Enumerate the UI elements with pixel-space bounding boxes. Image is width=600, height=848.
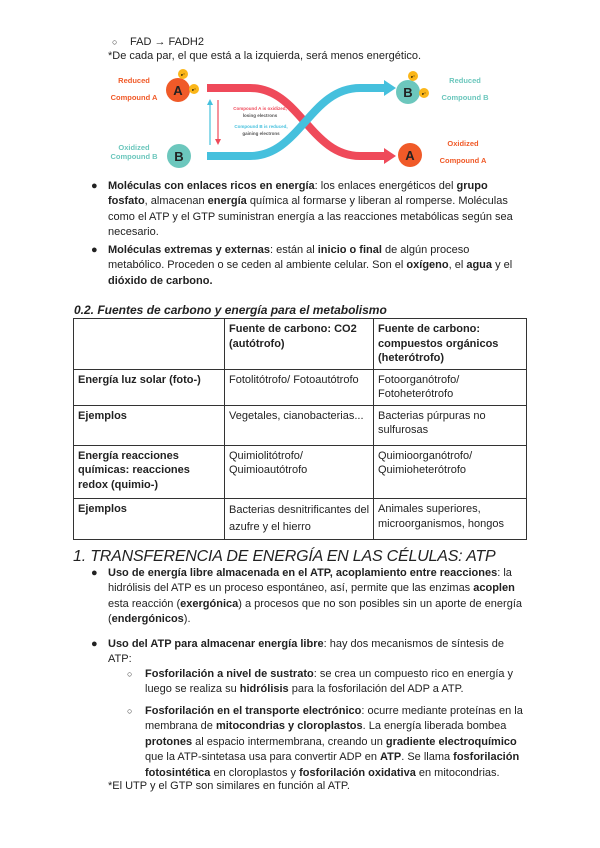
bold-text: exergónica	[180, 597, 239, 610]
table-row: Energía luz solar (foto-) Fotolitótrofo/ Fotoautótrofo Fotoorganótrofo/ Fotoheterótrofo	[74, 369, 527, 405]
bold-text: inicio o final	[317, 244, 382, 256]
text: esta reacción (	[108, 597, 181, 610]
bold-text: gradiente electroquímico	[385, 735, 517, 748]
blue-band	[207, 88, 386, 156]
text: de algún proceso metabólico. Proceden o se ceden al ambiente celular. Son el	[108, 244, 470, 272]
svg-text:A: A	[173, 83, 183, 98]
red-arrowhead	[384, 148, 396, 164]
text: : la hidrólisis del ATP es un proceso espontáneo, así, permite que las enzimas	[108, 567, 512, 595]
svg-text:B: B	[403, 85, 413, 100]
bold-text: Moléculas con enlaces ricos en energía	[108, 180, 315, 192]
text: química al formarse y liberan al romperse. Moléculas como el ATP y el GTP suministran energía a las reacciones metabólicas según sea necesario.	[108, 195, 513, 239]
bold-text: dióxido de carbono.	[108, 274, 213, 287]
sub-bullet-sustrato: ○ Fosforilación a nivel de sustrato: se crea un compuesto rico en energía y luego se realiza su hidrólisis para la fosforilación del ADP a ATP.	[127, 668, 514, 696]
svg-text:Compound A is oxidized,: Compound A is oxidized,	[233, 106, 287, 111]
table-header-row: Fuente de carbono: CO2 (autótrofo) Fuente de carbono: compuestos orgánicos (heterótrofo)	[74, 319, 527, 370]
bold-text: agua	[466, 259, 493, 272]
text: y el	[492, 259, 513, 272]
svg-text:Compound B is reduced,: Compound B is reduced,	[234, 124, 288, 129]
table-row: Ejemplos Bacterias desnitrificantes del azufre y el hierro Animales superiores, microorganismos, hongos	[74, 498, 527, 539]
bold-text: energía	[207, 195, 247, 208]
svg-text:e⁻: e⁻	[410, 74, 416, 79]
bullet-uso-atp: ● Uso del ATP para almacenar energía libre: hay dos mecanismos de síntesis de ATP:	[91, 638, 504, 666]
bold-text: protones	[145, 735, 193, 748]
note-energy: *De cada par, el que está a la izquierda, será menos energético.	[108, 50, 422, 62]
bold-text: hidrólisis	[239, 683, 289, 696]
svg-text:losing electrons: losing electrons	[242, 113, 278, 118]
svg-text:e⁻: e⁻	[180, 72, 186, 77]
bullet-enlaces-ricos: ● Moléculas con enlaces ricos en energía: los enlaces energéticos del grupo fosfato, almacenan energía química al formarse y liberan al romperse. Moléculas como el ATP y el GTP suministran energía a las reacciones metabólicas según sea necesario.	[91, 180, 513, 239]
bold-text: Fosforilación en el transporte electrónico	[145, 705, 362, 717]
table-row: Ejemplos Vegetales, cianobacterias... Bacterias púrpuras no sulfurosas	[74, 405, 527, 445]
note-utp-gtp: *El UTP y el GTP son similares en función al ATP.	[108, 780, 350, 792]
text: , almacenan	[144, 195, 208, 208]
svg-text:Oxidized: Oxidized	[447, 139, 479, 148]
bold-text: Uso del ATP para almacenar energía libre	[108, 638, 324, 650]
red-band	[207, 88, 386, 156]
bold-text: grupo fosfato	[108, 180, 488, 208]
bold-text: Fosforilación a nivel de sustrato	[145, 668, 314, 680]
svg-text:Compound A: Compound A	[439, 156, 487, 165]
svg-text:Compound B: Compound B	[110, 152, 158, 161]
text: : hay dos mecanismos de síntesis de ATP:	[108, 638, 504, 666]
svg-text:B: B	[174, 149, 184, 164]
text: para la fosforilación del ADP a ATP.	[288, 683, 464, 696]
section-0-2-title: 0.2. Fuentes de carbono y energía para el metabolismo	[74, 303, 387, 317]
bullet-moleculas-extremas: ● Moléculas extremas y externas: están al inicio o final de algún proceso metabólico. Proceden o se ceden al ambiente celular. Son el oxígeno, el agua y el dióxido de carbono.	[91, 244, 513, 287]
text: ).	[183, 613, 191, 626]
svg-text:Reduced: Reduced	[118, 76, 150, 85]
bullet-uso-energia-libre: ● Uso de energía libre almacenada en el ATP, acoplamiento entre reacciones: la hidrólisis del ATP es un proceso espontáneo, así, permite que las enzimas acoplen esta reacción (exergónica) a procesos que no son posibles sin un aporte de energía (endergónicos).	[91, 567, 522, 626]
svg-text:gaining electrons: gaining electrons	[242, 131, 280, 136]
bold-text: ATP	[380, 751, 402, 764]
text: al espacio intermembrana, creando un	[192, 735, 386, 748]
sub-bullet-transporte: ○ Fosforilación en el transporte electrónico: ocurre mediante proteínas en la membrana de mitocondrias y cloroplastos. La energía liberada bombea protones al espacio intermembrana, creando un gradiente electroquímico que la ATP-sintetasa usa para convertir ADP en ATP. Se llama fosforilación fotosintética en cloroplastos y fosforilación oxidativa en mitocondrias.	[127, 705, 523, 779]
text: : los enlaces energéticos del	[314, 180, 457, 192]
svg-text:Compound A: Compound A	[110, 93, 158, 102]
svg-text:Oxidized: Oxidized	[118, 143, 150, 152]
text: : están al	[270, 244, 318, 256]
bold-text: Uso de energía libre almacenada en el ATP, acoplamiento entre reacciones	[108, 567, 498, 579]
svg-text:Reduced: Reduced	[449, 76, 481, 85]
blue-arrowhead	[384, 80, 396, 96]
text: : ocurre mediante proteínas en la membrana de	[145, 705, 523, 733]
text: : se crea un compuesto rico en energía y luego se realiza su	[145, 668, 514, 696]
bold-text: Moléculas extremas y externas	[108, 244, 271, 256]
section-1-title: 1. TRANSFERENCIA DE ENERGÍA EN LAS CÉLULAS: ATP	[73, 548, 496, 565]
bold-text: endergónicos	[111, 613, 184, 626]
fad-line: ○ FAD → FADH2	[112, 36, 204, 48]
text: en mitocondrias.	[415, 766, 500, 779]
svg-text:Compound B: Compound B	[441, 93, 489, 102]
svg-text:e⁻: e⁻	[421, 91, 427, 96]
fad-text: FAD → FADH2	[130, 36, 204, 48]
svg-text:e⁻: e⁻	[191, 87, 197, 92]
text: en cloroplastos y	[210, 766, 300, 779]
text: . La energía liberada bombea	[362, 720, 507, 733]
svg-text:A: A	[405, 148, 415, 163]
table-row: Energía reacciones químicas: reacciones redox (quimio-) Quimiolitótrofo/ Quimioautótrofo Quimioorganótrofo/ Quimioheterótrofo	[74, 445, 527, 498]
text: que la ATP-sintetasa usa para convertir ADP en	[145, 751, 381, 764]
redox-diagram	[0, 0, 600, 180]
text: . Se llama	[401, 751, 454, 764]
text: ) a procesos que no son posibles sin un aporte de energía (	[108, 597, 522, 626]
bold-text: oxígeno	[406, 259, 449, 272]
bold-text: fosforilación fotosintética	[145, 751, 520, 779]
bold-text: acoplen	[473, 582, 515, 595]
text: , el	[448, 259, 467, 272]
bold-text: mitocondrias y cloroplastos	[215, 720, 363, 733]
carbon-energy-table	[73, 318, 527, 540]
bold-text: fosforilación oxidativa	[299, 766, 416, 779]
